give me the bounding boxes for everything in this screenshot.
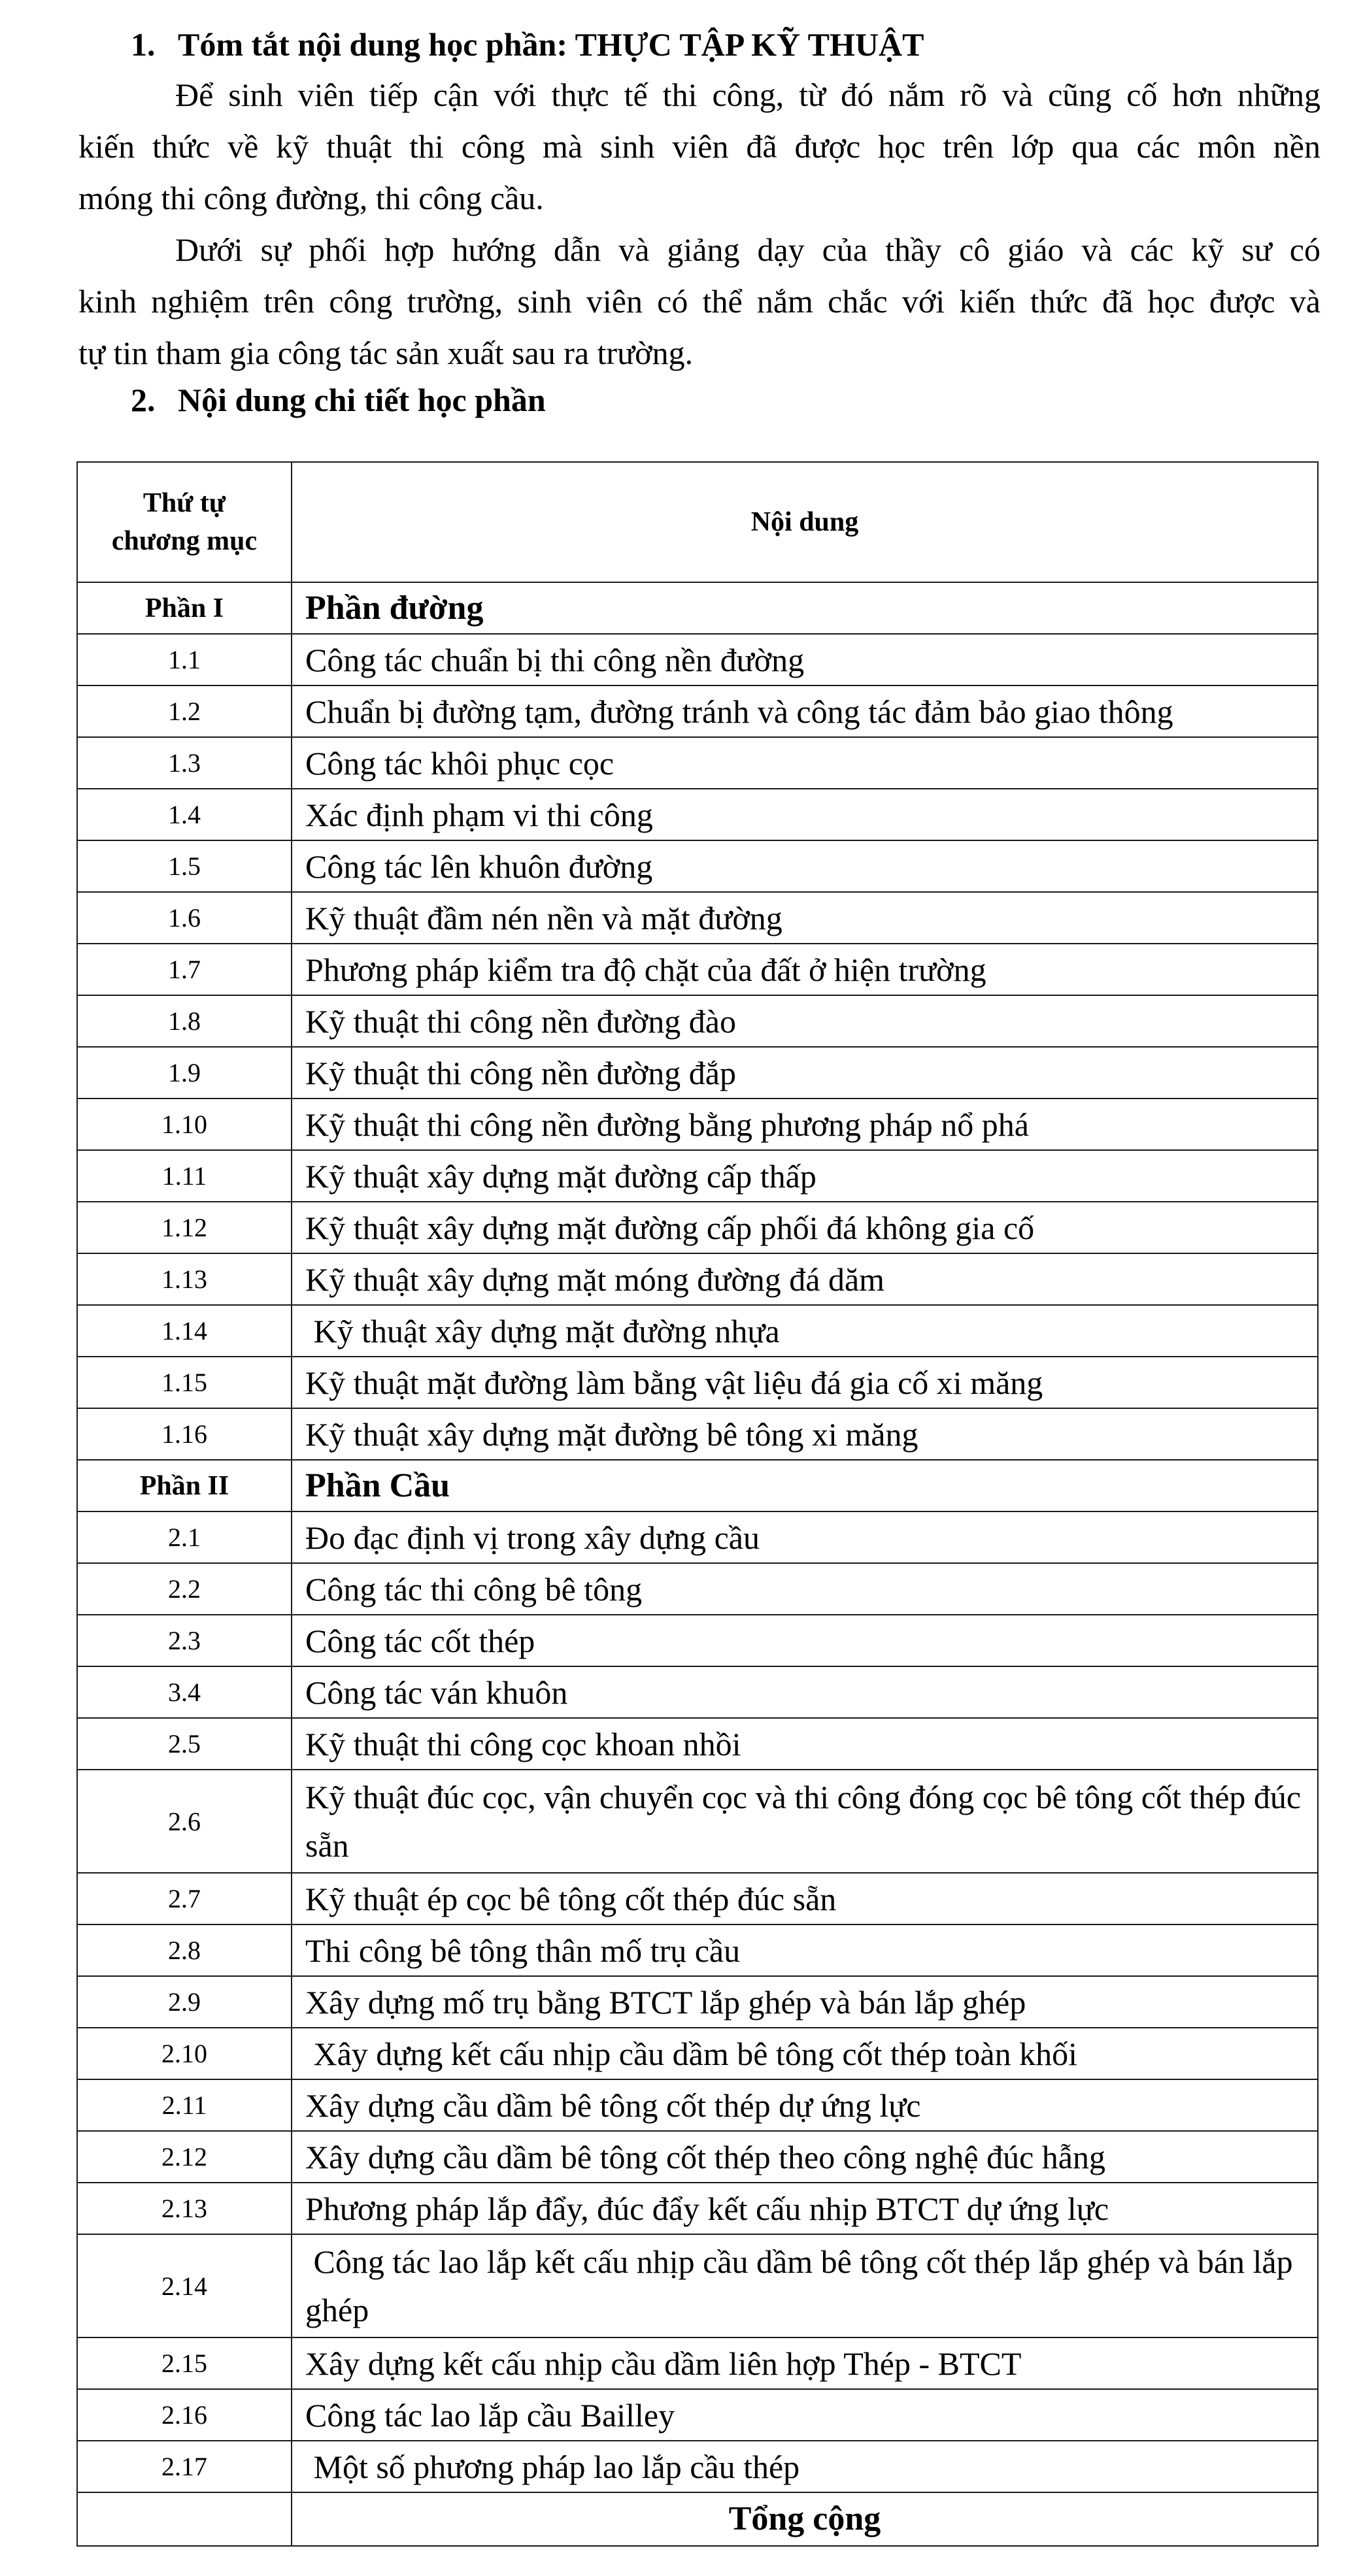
table-row: [77, 2337, 1318, 2389]
row-content-cell: Phần đường: [292, 582, 1318, 634]
row-index-cell: 2.1: [77, 1511, 292, 1563]
table-row: [77, 1098, 1318, 1150]
table-header-row: [77, 462, 1318, 582]
row-content-cell: Công tác lao lắp kết cấu nhịp cầu dầm bê tông cốt thép lắp ghép và bán lắp ghép: [292, 2234, 1318, 2337]
row-content-cell: Công tác ván khuôn: [292, 1666, 1318, 1718]
row-content-cell: Xây dựng cầu dầm bê tông cốt thép dự ứng lực: [292, 2079, 1318, 2131]
row-content-cell: Thi công bê tông thân mố trụ cầu: [292, 1924, 1318, 1976]
table-row: [77, 995, 1318, 1047]
row-index-cell: 2.5: [77, 1718, 292, 1770]
paragraph-line: móng thi công đường, thi công cầu.: [78, 180, 544, 216]
row-index-cell: Phần II: [77, 1460, 292, 1511]
row-content-cell: Kỹ thuật xây dựng mặt móng đường đá dăm: [292, 1253, 1318, 1305]
row-index-cell: 2.3: [77, 1615, 292, 1666]
table-row: [77, 634, 1318, 685]
row-content-cell: Công tác khôi phục cọc: [292, 737, 1318, 789]
row-index-cell: 1.1: [77, 634, 292, 685]
header-order-line-2: chương mục: [111, 526, 258, 556]
row-index-cell: 1.12: [77, 1202, 292, 1253]
header-order-column: [77, 462, 292, 582]
table-row: [77, 685, 1318, 737]
table-row: [77, 1047, 1318, 1098]
row-content-cell: Kỹ thuật xây dựng mặt đường cấp phối đá không gia cố: [292, 1202, 1318, 1253]
row-content-cell: Công tác thi công bê tông: [292, 1563, 1318, 1615]
row-content-cell: Kỹ thuật thi công nền đường đắp: [292, 1047, 1318, 1098]
table-row: [77, 1253, 1318, 1305]
table-row: [77, 2079, 1318, 2131]
table-row: [77, 2183, 1318, 2234]
row-index-cell: 1.6: [77, 892, 292, 944]
row-content-cell: Chuẩn bị đường tạm, đường tránh và công tác đảm bảo giao thông: [292, 685, 1318, 737]
table-row: [77, 2234, 1318, 2337]
row-content-cell: Công tác lên khuôn đường: [292, 840, 1318, 892]
table-body: [77, 582, 1318, 2492]
section-2-heading: [131, 380, 546, 420]
table-row: [77, 1563, 1318, 1615]
row-index-cell: 1.14: [77, 1305, 292, 1357]
row-content-cell: Kỹ thuật đúc cọc, vận chuyển cọc và thi công đóng cọc bê tông cốt thép đúc sẵn: [292, 1770, 1318, 1873]
row-content-cell: Công tác cốt thép: [292, 1615, 1318, 1666]
row-content-cell: Công tác lao lắp cầu Bailley: [292, 2389, 1318, 2441]
section-1-title: Tóm tắt nội dung học phần: THỰC TẬP KỸ THUẬT: [178, 26, 924, 63]
row-index-cell: 1.9: [77, 1047, 292, 1098]
row-index-cell: 1.10: [77, 1098, 292, 1150]
row-content-cell: Xác định phạm vi thi công: [292, 789, 1318, 840]
section-1-number: 1.: [131, 26, 156, 63]
row-content-cell: Phương pháp kiểm tra độ chặt của đất ở hiện trường: [292, 944, 1318, 995]
table-row: [77, 2389, 1318, 2441]
course-content-table: [76, 461, 1319, 2547]
table-row: [77, 1924, 1318, 1976]
summary-paragraph-2: [78, 224, 1321, 379]
row-index-cell: 1.11: [77, 1150, 292, 1202]
table-row: [77, 1666, 1318, 1718]
table-row: [77, 737, 1318, 789]
table-row: [77, 1873, 1318, 1924]
total-row: [77, 2492, 1318, 2546]
row-index-cell: 2.15: [77, 2337, 292, 2389]
table-row: [77, 1357, 1318, 1408]
table-row: [77, 1615, 1318, 1666]
row-content-cell: Kỹ thuật xây dựng mặt đường nhựa: [292, 1305, 1318, 1357]
row-content-cell: Xây dựng cầu dầm bê tông cốt thép theo công nghệ đúc hẫng: [292, 2131, 1318, 2183]
row-index-cell: 2.13: [77, 2183, 292, 2234]
row-index-cell: 1.3: [77, 737, 292, 789]
table-row: [77, 1305, 1318, 1357]
section-1-heading: [131, 25, 924, 64]
paragraph-line: Để sinh viên tiếp cận với thực tế thi công, từ đó nắm rõ và cũng cố hơn những: [175, 76, 1321, 113]
total-label: Tổng cộng: [292, 2492, 1318, 2546]
row-content-cell: Kỹ thuật xây dựng mặt đường bê tông xi măng: [292, 1408, 1318, 1460]
row-index-cell: 2.12: [77, 2131, 292, 2183]
paragraph-line: tự tin tham gia công tác sản xuất sau ra trường.: [78, 335, 694, 371]
table-row: [77, 840, 1318, 892]
table-row: [77, 2028, 1318, 2079]
row-content-cell: Kỹ thuật mặt đường làm bằng vật liệu đá gia cố xi măng: [292, 1357, 1318, 1408]
row-content-cell: Phương pháp lắp đẩy, đúc đẩy kết cấu nhịp BTCT dự ứng lực: [292, 2183, 1318, 2234]
row-content-cell: Kỹ thuật thi công cọc khoan nhồi: [292, 1718, 1318, 1770]
table-row: [77, 1202, 1318, 1253]
row-content-cell: Xây dựng mố trụ bằng BTCT lắp ghép và bán lắp ghép: [292, 1976, 1318, 2028]
row-index-cell: 2.2: [77, 1563, 292, 1615]
total-index-cell: [77, 2492, 292, 2546]
section-row: [77, 1460, 1318, 1511]
row-index-cell: 1.2: [77, 685, 292, 737]
table-row: [77, 892, 1318, 944]
table-row: [77, 944, 1318, 995]
table-row: [77, 2131, 1318, 2183]
section-2-number: 2.: [131, 382, 156, 418]
row-index-cell: 1.7: [77, 944, 292, 995]
row-index-cell: 1.5: [77, 840, 292, 892]
row-index-cell: 2.10: [77, 2028, 292, 2079]
row-content-cell: Phần Cầu: [292, 1460, 1318, 1511]
table-row: [77, 1718, 1318, 1770]
table-row: [77, 1770, 1318, 1873]
row-index-cell: 3.4: [77, 1666, 292, 1718]
row-content-cell: Kỹ thuật thi công nền đường đào: [292, 995, 1318, 1047]
paragraph-line: Dưới sự phối hợp hướng dẫn và giảng dạy của thầy cô giáo và các kỹ sư có: [175, 231, 1321, 268]
row-content-cell: Xây dựng kết cấu nhịp cầu dầm bê tông cốt thép toàn khối: [292, 2028, 1318, 2079]
paragraph-line: kiến thức về kỹ thuật thi công mà sinh viên đã được học trên lớp qua các môn nền: [78, 128, 1321, 165]
table-row: [77, 2441, 1318, 2492]
section-2-title: Nội dung chi tiết học phần: [178, 382, 546, 418]
row-index-cell: 2.9: [77, 1976, 292, 2028]
row-index-cell: 2.16: [77, 2389, 292, 2441]
table-row: [77, 1511, 1318, 1563]
summary-paragraph-1: [78, 69, 1321, 224]
row-index-cell: Phần I: [77, 582, 292, 634]
table-row: [77, 789, 1318, 840]
header-content-column: Nội dung: [292, 462, 1318, 582]
row-content-cell: Một số phương pháp lao lắp cầu thép: [292, 2441, 1318, 2492]
header-order-line-1: Thứ tự: [143, 488, 226, 518]
row-content-cell: Kỹ thuật xây dựng mặt đường cấp thấp: [292, 1150, 1318, 1202]
row-index-cell: 1.15: [77, 1357, 292, 1408]
paragraph-line: kinh nghiệm trên công trường, sinh viên có thể nắm chắc với kiến thức đã học được và: [78, 283, 1321, 320]
row-content-cell: Kỹ thuật đầm nén nền và mặt đường: [292, 892, 1318, 944]
row-index-cell: 2.11: [77, 2079, 292, 2131]
row-index-cell: 2.17: [77, 2441, 292, 2492]
row-index-cell: 1.8: [77, 995, 292, 1047]
row-index-cell: 1.16: [77, 1408, 292, 1460]
row-content-cell: Xây dựng kết cấu nhịp cầu dầm liên hợp Thép - BTCT: [292, 2337, 1318, 2389]
table-row: [77, 1976, 1318, 2028]
table-row: [77, 1150, 1318, 1202]
row-index-cell: 2.8: [77, 1924, 292, 1976]
row-index-cell: 2.7: [77, 1873, 292, 1924]
row-index-cell: 1.13: [77, 1253, 292, 1305]
table-row: [77, 1408, 1318, 1460]
row-index-cell: 1.4: [77, 789, 292, 840]
row-content-cell: Kỹ thuật thi công nền đường bằng phương pháp nổ phá: [292, 1098, 1318, 1150]
row-content-cell: Kỹ thuật ép cọc bê tông cốt thép đúc sẵn: [292, 1873, 1318, 1924]
row-content-cell: Công tác chuẩn bị thi công nền đường: [292, 634, 1318, 685]
row-index-cell: 2.6: [77, 1770, 292, 1873]
row-index-cell: 2.14: [77, 2234, 292, 2337]
section-row: [77, 582, 1318, 634]
row-content-cell: Đo đạc định vị trong xây dựng cầu: [292, 1511, 1318, 1563]
